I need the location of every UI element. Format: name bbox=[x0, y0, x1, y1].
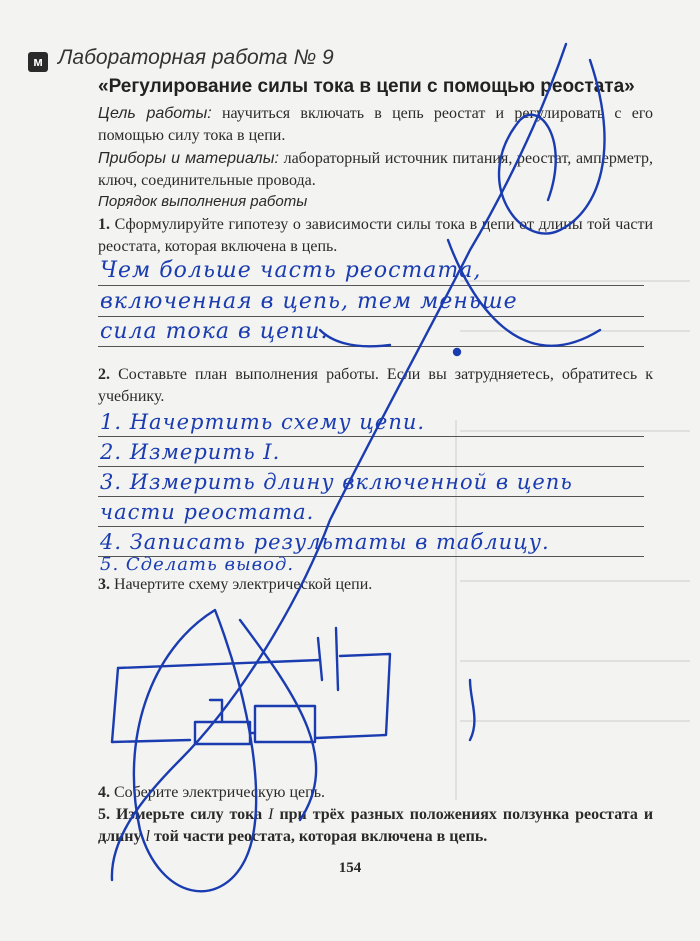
handwritten-hypothesis-line: сила тока в цепи. bbox=[100, 319, 329, 344]
handwritten-plan-step: 4. Записать результаты в таблицу. bbox=[100, 530, 550, 554]
current-symbol: I bbox=[268, 806, 274, 823]
task-5 bbox=[98, 804, 653, 848]
task-1-number: 1. bbox=[98, 216, 110, 233]
equipment-label: Приборы и материалы: bbox=[98, 150, 279, 167]
task-4-number: 4. bbox=[98, 784, 110, 801]
task-5-text-c: той части реостата, которая включена в цепь. bbox=[153, 828, 488, 845]
pen-scribble bbox=[320, 330, 390, 346]
goal-label: Цель работы: bbox=[98, 105, 212, 122]
task-1 bbox=[98, 214, 653, 258]
goal-paragraph bbox=[98, 103, 653, 147]
lab-title: Лабораторная работа № 9 bbox=[58, 46, 334, 69]
publisher-logo: м bbox=[28, 52, 48, 72]
handwritten-plan-step: 3. Измерить длину включенной в цепь bbox=[100, 470, 573, 494]
handwritten-hypothesis-line: Чем больше часть реостата, bbox=[100, 258, 482, 283]
circuit-wire bbox=[112, 740, 190, 742]
task-3 bbox=[98, 574, 372, 596]
answer-line bbox=[98, 466, 644, 467]
task-2-number: 2. bbox=[98, 366, 110, 383]
task-3-number: 3. bbox=[98, 576, 110, 593]
answer-line bbox=[98, 346, 644, 347]
handwritten-hypothesis-line: включенная в цепь, тем меньше bbox=[100, 289, 518, 314]
circuit-wire bbox=[112, 668, 118, 742]
circuit-rheostat bbox=[195, 722, 250, 744]
handwritten-plan-step: 2. Измерить I. bbox=[100, 440, 281, 464]
page-number: 154 bbox=[338, 860, 362, 876]
handwritten-plan-step: части реостата. bbox=[100, 500, 315, 524]
task-1-text: Сформулируйте гипотезу о зависимости силы тока в цепи от длины той части реостата, которая включена в цепь. bbox=[98, 216, 654, 255]
answer-line bbox=[98, 436, 644, 437]
answer-line bbox=[98, 285, 644, 286]
handwritten-plan-step: 1. Начертить схему цепи. bbox=[100, 410, 426, 434]
lab-topic: «Регулирование силы тока в цепи с помощью реостата» bbox=[98, 76, 635, 97]
task-3-text: Начертите схему электрической цепи. bbox=[114, 576, 373, 593]
circuit-wire bbox=[316, 654, 390, 738]
answer-line bbox=[98, 526, 644, 527]
task-2-text: Составьте план выполнения работы. Если вы затрудняетесь, обратитесь к учебнику. bbox=[98, 366, 654, 405]
task-4-text: Соберите электрическую цепь. bbox=[114, 784, 326, 801]
task-5-number: 5. bbox=[98, 806, 110, 823]
circuit-key bbox=[336, 628, 338, 690]
task-5-text-b: при трёх разных положениях ползунка реостата и длину bbox=[98, 806, 654, 845]
answer-line bbox=[98, 316, 644, 317]
length-symbol: l bbox=[145, 828, 150, 845]
handwritten-plan-step: 5. Сделать вывод. bbox=[100, 554, 295, 575]
task-2 bbox=[98, 364, 653, 408]
task-5-text-a: Измерьте силу тока bbox=[115, 806, 263, 823]
pen-scribble bbox=[134, 610, 256, 891]
equipment-paragraph bbox=[98, 148, 653, 192]
answer-line bbox=[98, 496, 644, 497]
circuit-wire bbox=[118, 660, 320, 668]
circuit-key bbox=[318, 638, 322, 680]
goal-text: научиться включать в цепь реостат и регулировать с его помощью силу тока в цепи. bbox=[98, 105, 653, 144]
equipment-text: лабораторный источник питания, реостат, амперметр, ключ, соединительные провода. bbox=[98, 150, 654, 189]
circuit-ammeter bbox=[255, 706, 315, 742]
task-4 bbox=[98, 782, 325, 804]
procedure-heading: Порядок выполнения работы bbox=[98, 193, 308, 210]
